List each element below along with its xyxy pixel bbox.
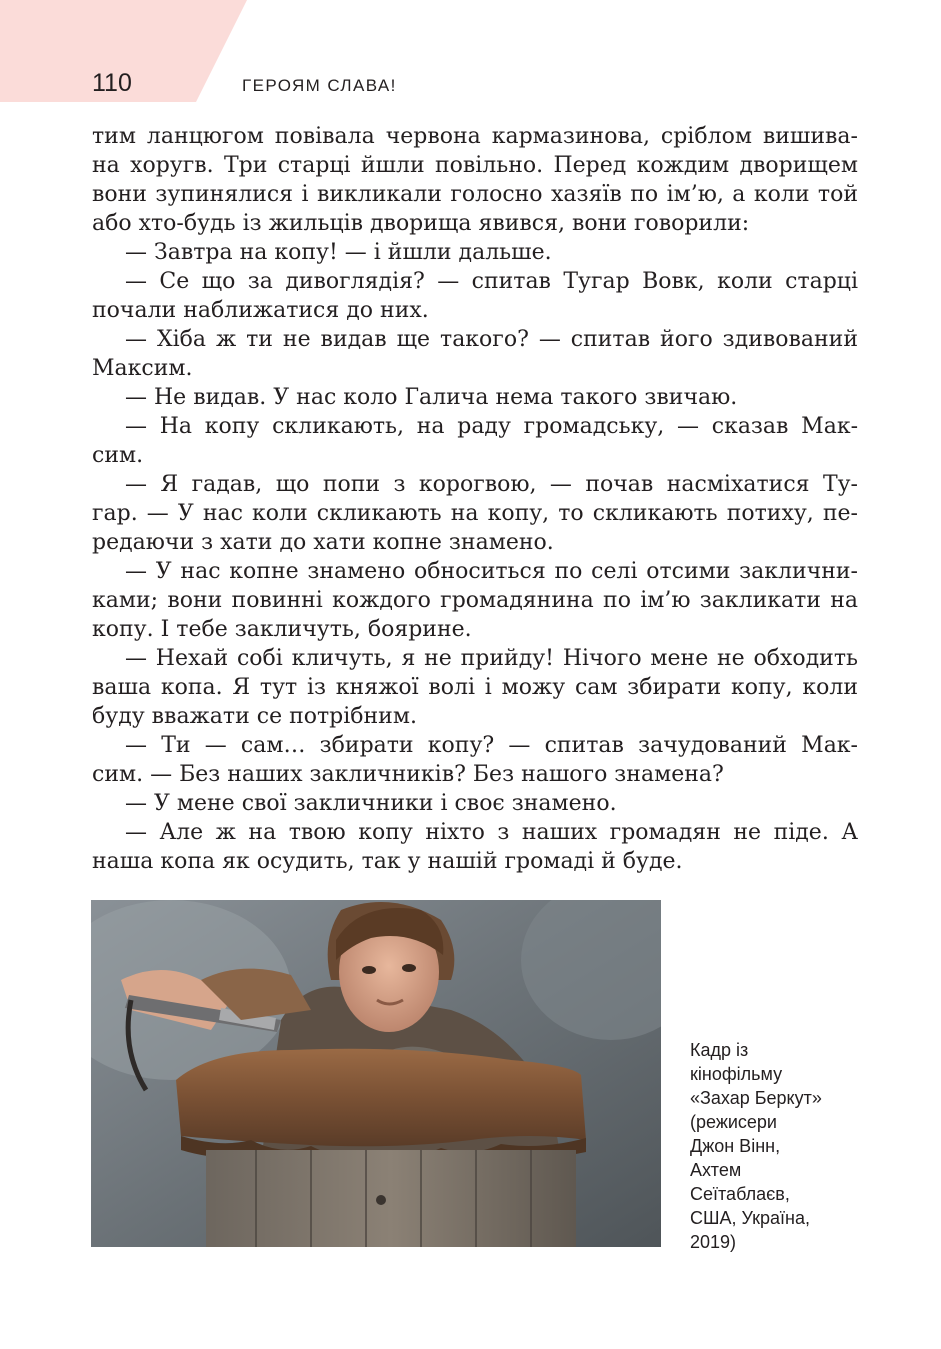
text-line: сим. <box>92 443 144 468</box>
film-still-illustration <box>91 900 661 1247</box>
text-line: Максим. <box>92 356 193 381</box>
text-line: — Але ж на твою копу ніхто з наших громадян не піде. А <box>125 820 858 845</box>
caption-line: 2019) <box>690 1232 737 1252</box>
text-line: буду вважати се потрібним. <box>92 704 417 729</box>
text-line: — У нас копне знамено обноситься по селі отсими заклични- <box>125 559 858 584</box>
caption-line: Кадр із <box>690 1040 749 1060</box>
text-line: копу. І тебе закличуть, боярине. <box>92 617 472 642</box>
text-line: — Не видав. У нас коло Галича нема такого звичаю. <box>125 385 738 410</box>
text-line: наша копа як осудить, так у нашій громаді й буде. <box>92 849 683 874</box>
text-line: — Хіба ж ти не видав ще такого? — спитав його здивований <box>125 327 858 352</box>
figure-caption <box>690 1038 890 1254</box>
caption-line: Джон Вінн, <box>690 1136 781 1156</box>
text-line: вони зупинялися і викликали голосно хазяїв по ім’ю, а коли той <box>92 182 858 207</box>
text-line: або хто-будь із жильців дворища явився, вони говорили: <box>92 211 750 236</box>
text-line: редаючи з хати до хати копне знамено. <box>92 530 554 555</box>
film-still-photo <box>91 900 661 1247</box>
caption-line: (режисери <box>690 1112 777 1132</box>
text-line: — Нехай собі кличуть, я не прийду! Нічого мене не обходить <box>125 646 858 671</box>
text-line: тим ланцюгом повівала червона кармазинова, сріблом вишива- <box>92 124 858 149</box>
running-title: ГЕРОЯМ СЛАВА! <box>242 76 397 95</box>
text-line: сим. — Без наших закличників? Без нашого знамена? <box>92 762 724 787</box>
caption-line: Ахтем <box>690 1160 742 1180</box>
text-line: гар. — У нас коли скликають на копу, то скликають потиху, пе- <box>92 501 858 526</box>
text-line: — Ти — сам… збирати копу? — спитав зачудований Мак- <box>125 733 858 758</box>
caption-line: Сеїтаблаєв, <box>690 1184 790 1204</box>
page-number: 110 <box>92 69 132 97</box>
text-line: — У мене свої закличники і своє знамено. <box>125 791 617 816</box>
caption-line: кінофільму <box>690 1064 783 1084</box>
text-line: — Завтра на копу! — і йшли дальше. <box>125 240 552 265</box>
text-line: почали наближатися до них. <box>92 298 429 323</box>
text-line: на хоругв. Три старці йшли повільно. Перед кождим дворищем <box>92 153 858 178</box>
body-text <box>92 122 858 876</box>
text-line: — Се що за дивоглядія? — спитав Тугар Вовк, коли старці <box>125 269 858 294</box>
caption-line: США, Україна, <box>690 1208 810 1228</box>
text-line: — Я гадав, що попи з корогвою, — почав насміхатися Ту- <box>125 472 858 497</box>
text-line: ками; вони повинні кождого громадянина по ім’ю закликати на <box>92 588 858 613</box>
text-line: — На копу скликають, на раду громадську, — сказав Мак- <box>125 414 858 439</box>
caption-line: «Захар Беркут» <box>690 1088 822 1108</box>
text-line: ваша копа. Я тут із княжої волі і можу сам збирати копу, коли <box>92 675 858 700</box>
